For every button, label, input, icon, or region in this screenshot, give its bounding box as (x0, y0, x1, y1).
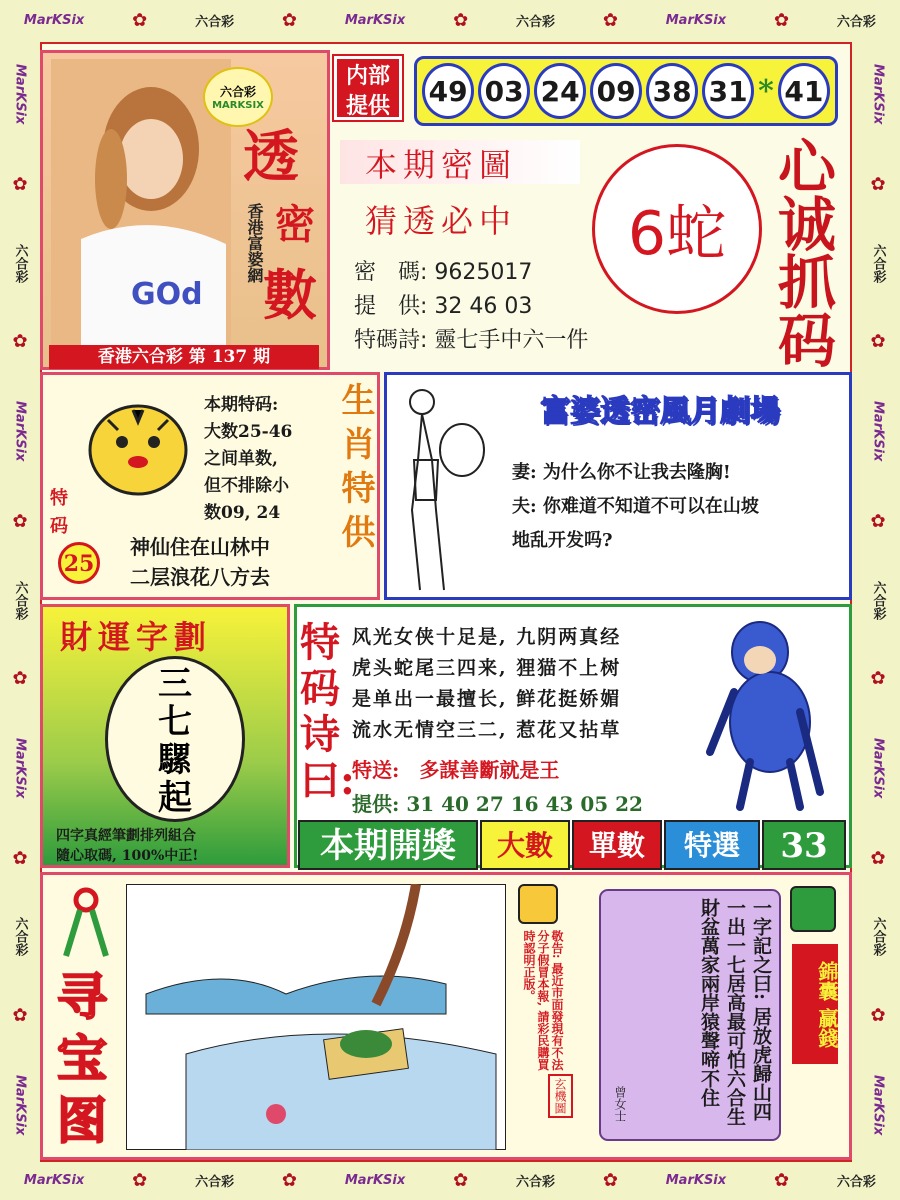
stamp-label: 玄機圖 (548, 1074, 573, 1118)
flower-icon: ✿ (9, 668, 31, 690)
poem-label-vertical: 特码诗曰: (300, 619, 355, 804)
special-code-label: 特码 (50, 488, 68, 537)
hint-line: 之间单数, (204, 449, 278, 469)
heading-guess: 猜透必中 (365, 202, 518, 240)
brand-text: MarKSix (870, 401, 886, 462)
brand-text: MarKSix (870, 1075, 886, 1136)
logo-text: 六合彩 (195, 14, 235, 30)
flower-icon: ✿ (602, 1169, 618, 1191)
brand-text: MarKSix (23, 12, 85, 28)
poem-line: 风光女侠十足是, 九阴两真经 (352, 626, 622, 648)
stamp-circle (592, 144, 762, 314)
fortune-char: 起 (158, 778, 192, 818)
notice-text: 敬告: 最近市面發現有不法分子假冒本報, 請彩民購買時認明正版。 (522, 930, 564, 1071)
flower-icon: ✿ (773, 9, 790, 31)
hint-line: 本期特码: (204, 395, 279, 415)
dialogue-line: 地乱开发吗? (512, 530, 613, 551)
monkey-icon (700, 612, 830, 812)
svg-text:GOd: GOd (131, 277, 203, 312)
logo-text: 六合彩 (12, 580, 28, 620)
flower-icon: ✿ (281, 1169, 297, 1191)
brand-text: MarKSix (12, 1075, 28, 1136)
logo-text: 六合彩 (12, 243, 28, 283)
logo-text: 六合彩 (12, 917, 28, 957)
hint-line: 数09, 24 (204, 503, 281, 523)
logo-text: 六合彩 (870, 580, 886, 620)
note-line: 隨心取碼, 100%中正! (56, 848, 199, 864)
number-ball: 24 (534, 63, 586, 119)
hint-line: 大数25-46 (204, 422, 293, 442)
number-ball: 49 (422, 63, 474, 119)
fortune-char: 騾 (158, 740, 192, 780)
bag-label: 贏錢 (815, 1007, 839, 1048)
logo-text: 六合彩 (836, 1174, 876, 1190)
brand-text: MarKSix (12, 738, 28, 799)
right-border (856, 40, 900, 1160)
logo-text: 六合彩 (870, 917, 886, 957)
open-number: 33 (762, 820, 846, 870)
open-pick: 特選 (664, 820, 760, 870)
number-ball: 09 (590, 63, 642, 119)
left-border (0, 40, 40, 1160)
provide-label: 提 供: (354, 294, 428, 319)
cover-side-text: 香港富婆網 (245, 203, 264, 283)
flower-icon: ✿ (867, 847, 889, 869)
hand-icon (518, 884, 558, 924)
zodiac-side-title: 生肖特供 (335, 382, 375, 558)
top-border (0, 0, 900, 40)
number-ball: 31 (702, 63, 754, 119)
slogan-vertical: 心诚抓码 (768, 136, 836, 368)
flower-icon: ✿ (867, 173, 889, 195)
flower-icon: ✿ (9, 847, 31, 869)
poem-label: 特碼詩: (354, 328, 428, 353)
scroll-verse: 一字記之曰: 居放虎歸山四一出一七居高最可怕六合生財盆萬家兩岸猿聲啼不住 (698, 898, 772, 1126)
dialogue-line: 夫: 你难道不知道不可以在山坡 (512, 496, 759, 517)
key-icon (56, 886, 116, 966)
flower-icon: ✿ (9, 331, 31, 353)
brand-text: MarKSix (870, 64, 886, 125)
scroll-signature: 曾女士 (613, 1086, 627, 1122)
code-value: 9625017 (434, 260, 533, 285)
cover-title-char: 數 (263, 263, 317, 327)
fortune-char: 七 (158, 702, 192, 742)
brand-text: MarKSix (23, 1172, 85, 1188)
internal-badge: 内部提供 (334, 56, 402, 120)
note-line: 四字真經筆劃排列組合 (56, 828, 196, 844)
result-numbers (414, 56, 838, 126)
flower-icon: ✿ (602, 9, 618, 31)
poem-lines (352, 622, 621, 746)
theatre-title: 富婆透密風月劇場 (540, 394, 780, 429)
brand-text: MarKSix (344, 12, 406, 28)
brand-text: MarKSix (12, 401, 28, 462)
poem-line: 是单出一最擅长, 鲜花挺娇媚 (352, 688, 622, 710)
provide-value: 32 46 03 (434, 294, 533, 319)
cover-panel (40, 50, 330, 370)
stamp-text: 6蛇 (627, 199, 727, 269)
treasure-picture (126, 884, 506, 1150)
flower-icon: ✿ (132, 9, 148, 31)
poem-provide: 提供: 31 40 27 16 43 05 22 (352, 792, 643, 816)
flower-icon: ✿ (9, 173, 31, 195)
logo-text: 六合彩 (836, 14, 876, 30)
poem-send: 特送: 多謀善斷就是王 (352, 758, 560, 782)
brand-text: MarKSix (665, 12, 727, 28)
code-block (354, 256, 588, 358)
woman-figure (392, 380, 492, 598)
heading-this-period: 本期密圖 (365, 146, 518, 184)
flower-icon: ✿ (9, 1005, 31, 1027)
bottom-border (0, 1160, 900, 1200)
code-label: 密 碼: (354, 260, 428, 285)
open-label: 本期開獎 (298, 820, 478, 870)
brand-text: MarKSix (665, 1172, 727, 1188)
special-number-badge: 25 (58, 542, 100, 584)
tiger-icon (78, 390, 198, 510)
zodiac-verse (130, 532, 270, 592)
flower-icon: ✿ (867, 1005, 889, 1027)
flower-icon: ✿ (867, 331, 889, 353)
fortune-oval (105, 656, 245, 822)
money-bag-icon (790, 886, 836, 932)
flower-icon: ✿ (773, 1169, 790, 1191)
open-odd: 單數 (572, 820, 662, 870)
theatre-dialogue (512, 456, 759, 558)
zodiac-hint (204, 392, 292, 527)
flower-icon: ✿ (453, 9, 469, 31)
cover-title-char: 透 (243, 124, 299, 190)
logo-text: 六合彩 (515, 14, 555, 30)
logo-text: 六合彩 (870, 243, 886, 283)
fortune-char: 三 (158, 664, 192, 704)
logo-text: 六合彩 (195, 1174, 235, 1190)
brand-text: MarKSix (12, 64, 28, 125)
logo-top: 六合彩 (219, 85, 256, 99)
number-ball: 38 (646, 63, 698, 119)
number-ball: 03 (478, 63, 530, 119)
flower-icon: ✿ (281, 9, 297, 31)
flower-icon: ✿ (9, 510, 31, 532)
special-number-ball: 41 (778, 63, 830, 119)
flower-icon: ✿ (132, 1169, 148, 1191)
poem-line: 流水无情空三二, 惹花又拈草 (352, 719, 622, 741)
logo-text: 六合彩 (515, 1174, 555, 1190)
fortune-note (56, 826, 198, 866)
flower-icon: ✿ (867, 510, 889, 532)
issue-label: 香港六合彩 第 137 期 (49, 345, 319, 369)
flower-icon: ✿ (867, 668, 889, 690)
poem-line: 虎头蛇尾三四来, 狸猫不上树 (352, 657, 622, 679)
fortune-title: 財運字劃 (60, 618, 213, 656)
cover-title-char: 密 (275, 201, 315, 248)
poem-value: 靈七手中六一件 (434, 328, 589, 353)
verse-line: 二层浪花八方去 (130, 565, 270, 589)
flower-icon: ✿ (453, 1169, 469, 1191)
hint-line: 但不排除小 (204, 476, 289, 496)
open-big: 大數 (480, 820, 570, 870)
logo-bottom: MARKSIX (212, 100, 264, 111)
brand-text: MarKSix (870, 738, 886, 799)
brocade-bag (792, 944, 838, 1064)
dialogue-line: 妻: 为什么你不让我去隆胸! (512, 462, 731, 483)
bag-label: 錦囊 (815, 960, 839, 1001)
brand-text: MarKSix (344, 1172, 406, 1188)
plus-sign: * (758, 73, 774, 109)
verse-line: 神仙住在山林中 (130, 535, 270, 559)
treasure-title: 寻宝图 (57, 967, 107, 1150)
